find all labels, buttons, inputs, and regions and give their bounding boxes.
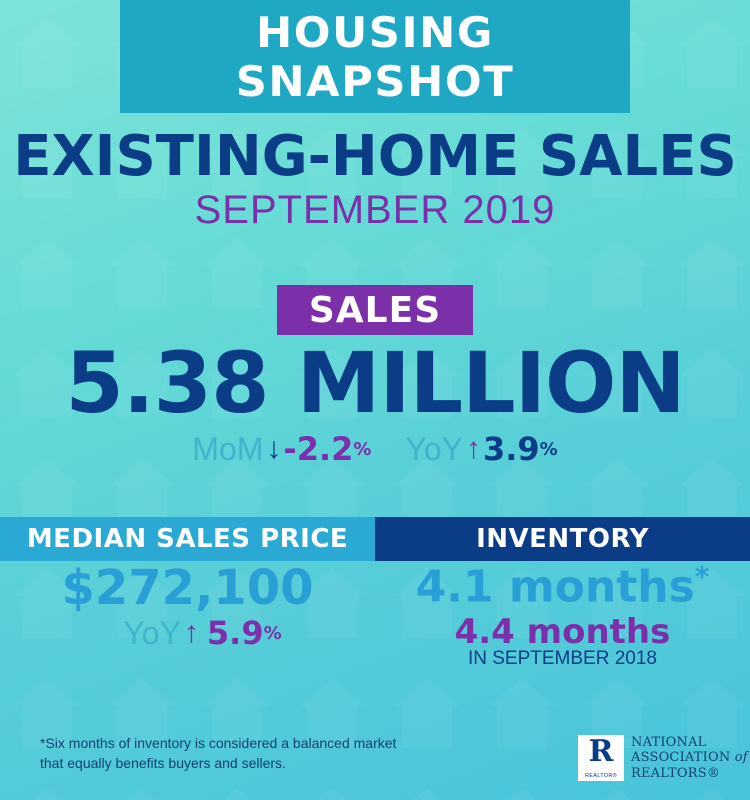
nar-logo-line2-a: ASSOCIATION <box>631 750 731 766</box>
nar-logo <box>578 735 748 781</box>
realtor-r-icon <box>578 735 624 781</box>
sales-badge-label: SALES <box>308 289 442 331</box>
panel-header-row <box>0 517 750 561</box>
inventory-header: INVENTORY <box>375 517 750 561</box>
sales-value: 5.38 MILLION <box>65 334 685 432</box>
nar-logo-line1: NATIONAL <box>631 735 707 750</box>
arrow-up-icon: ↑ <box>183 616 199 649</box>
footnote-text: *Six months of inventory is considered a balanced market that equally benefits buyers and sellers. <box>40 735 397 772</box>
sales-yoy-label: YoY <box>405 430 463 467</box>
housing-snapshot-band <box>120 0 630 113</box>
inventory-prior-value: 4.4 months <box>454 612 671 652</box>
realtor-r-letter: R <box>588 734 614 769</box>
sales-yoy-unit: % <box>539 438 558 460</box>
nar-logo-line3: REALTORS® <box>631 765 721 781</box>
housing-snapshot-title: HOUSING SNAPSHOT <box>235 7 515 106</box>
inventory-value-text: 4.1 months <box>415 561 695 613</box>
arrow-up-icon: ↑ <box>465 432 481 465</box>
arrow-down-icon: ↓ <box>266 432 282 465</box>
sales-badge <box>277 285 473 335</box>
report-title: EXISTING-HOME SALES <box>13 124 737 189</box>
sales-yoy-value: 3.9 <box>482 430 540 468</box>
inventory-prior-label: IN SEPTEMBER 2018 <box>467 648 658 669</box>
median-price-yoy-label: YoY <box>123 614 181 651</box>
median-price-header: MEDIAN SALES PRICE <box>0 517 375 561</box>
median-price-yoy-value: 5.9 <box>206 614 264 652</box>
nar-logo-text <box>631 735 748 781</box>
nar-logo-line2-b: of <box>734 750 748 766</box>
sales-mom-unit: % <box>353 438 372 460</box>
sales-yoy-group <box>405 430 557 468</box>
sales-mom-group <box>192 430 371 468</box>
nar-logo-line2 <box>631 750 748 765</box>
inventory-value <box>375 560 750 613</box>
sales-stats-row <box>0 430 750 468</box>
median-price-value: $272,100 <box>61 560 314 616</box>
inventory-asterisk: * <box>694 560 710 593</box>
median-price-yoy-unit: % <box>263 622 282 644</box>
sales-mom-label: MoM <box>192 430 264 467</box>
report-month: SEPTEMBER 2019 <box>194 188 556 232</box>
median-price-yoy-group <box>0 614 375 652</box>
sales-mom-value: -2.2 <box>283 430 354 468</box>
realtor-mark-sub: REALTOR® <box>585 773 617 779</box>
